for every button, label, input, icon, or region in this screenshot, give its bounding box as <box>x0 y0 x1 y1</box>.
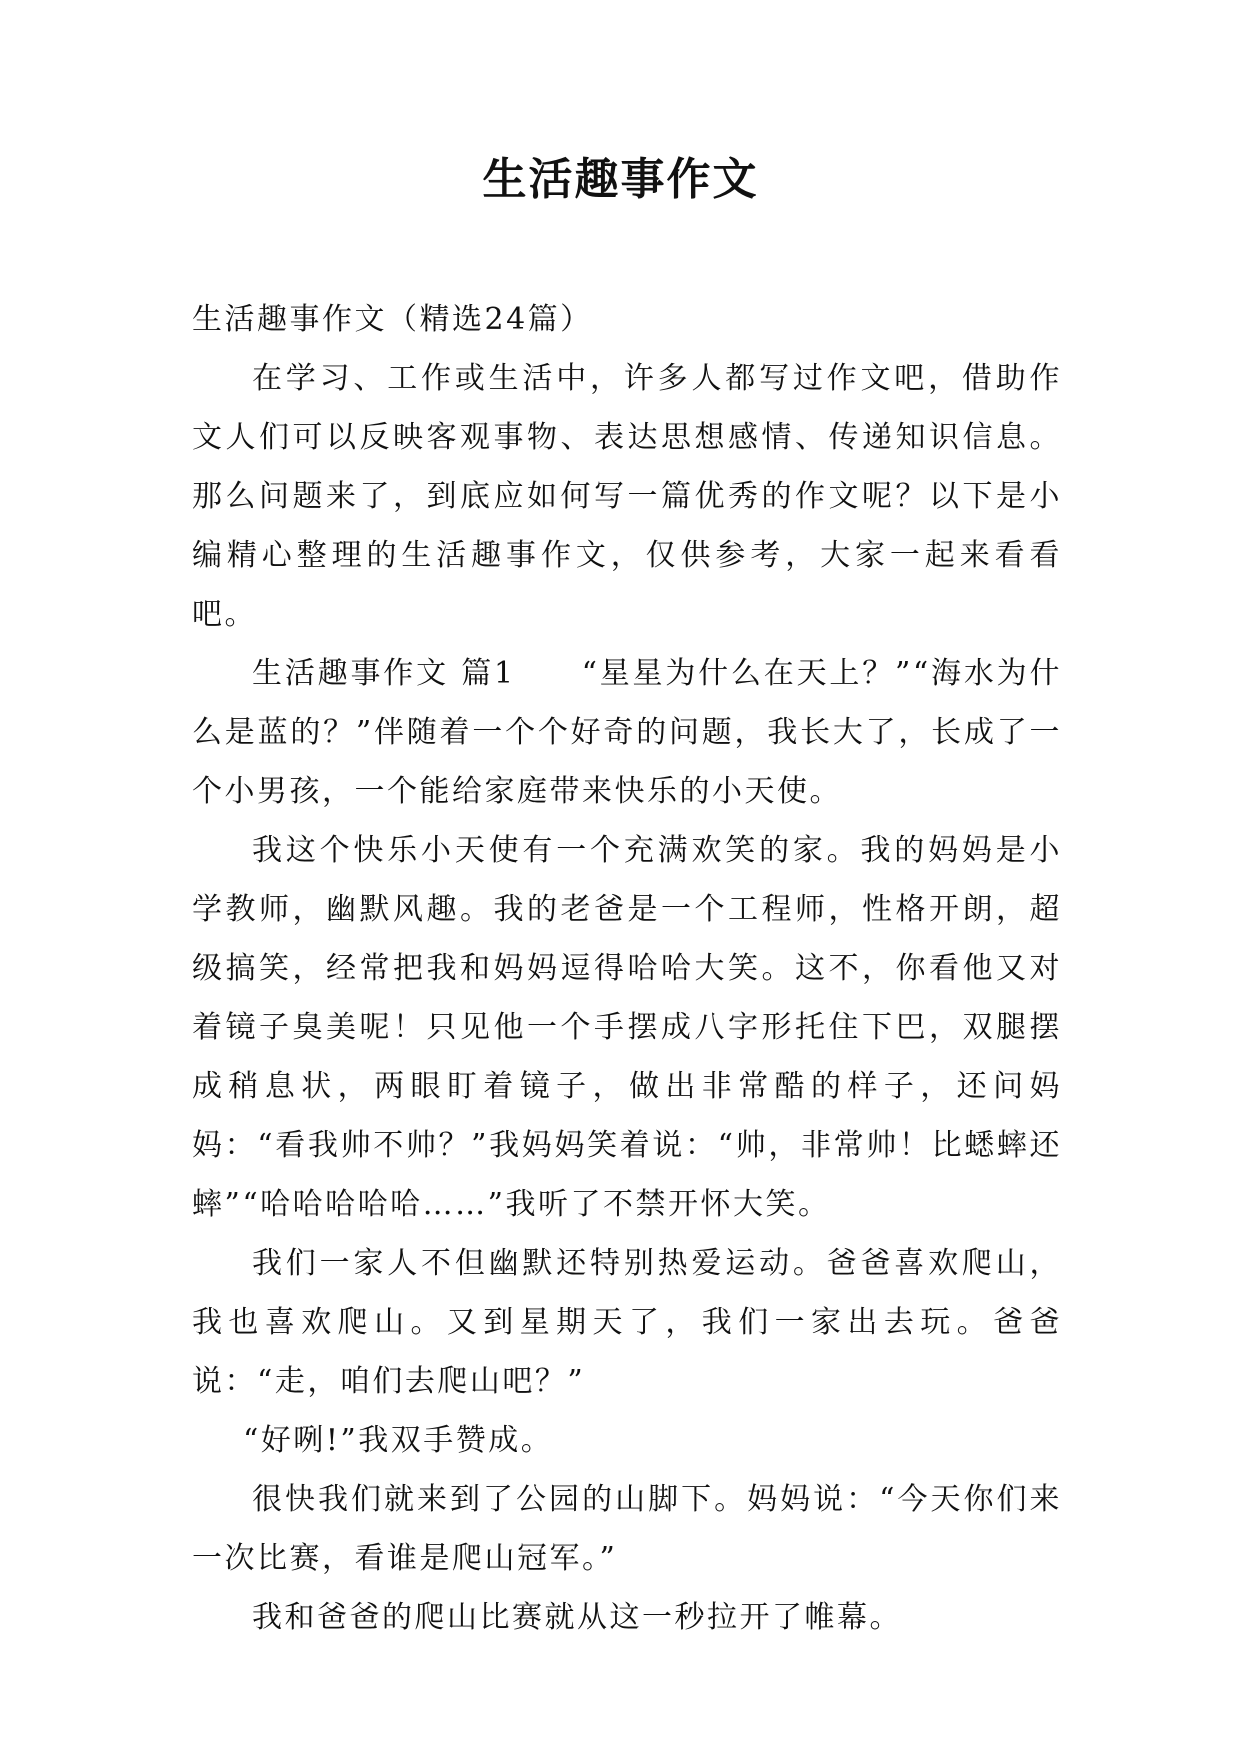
park-paragraph: 很快我们就来到了公园的山脚下。妈妈说：“今天你们来一次比赛，看谁是爬山冠军。” <box>192 1482 1062 1576</box>
intro-paragraph: 在学习、工作或生活中，许多人都写过作文吧，借助作文人们可以反映客观事物、表达思想感情、传递知识信息。那么问题来了，到底应如何写一篇优秀的作文呢？以下是小编精心整理的生活趣事作文，仅供参考，大家一起来看看吧。 <box>192 361 1062 632</box>
document-title: 生活趣事作文 <box>482 154 759 205</box>
sports-paragraph: 我们一家人不但幽默还特别热爱运动。爸爸喜欢爬山，我也喜欢爬山。又到星期天了，我们一家出去玩。爸爸说：“走，咱们去爬山吧？” <box>192 1246 1062 1399</box>
reply-paragraph: “好咧!”我双手赞成。 <box>243 1423 554 1458</box>
race-start-paragraph: 我和爸爸的爬山比赛就从这一秒拉开了帷幕。 <box>252 1600 902 1635</box>
document-body <box>192 290 1062 1647</box>
document-subtitle: 生活趣事作文（精选24篇） <box>192 302 593 337</box>
essay-1-opening-paragraph: 生活趣事作文 篇1 “星星为什么在天上？”“海水为什么是蓝的？”伴随着一个个好奇的问题，我长大了，长成了一个小男孩，一个能给家庭带来快乐的小天使。 <box>192 656 1062 809</box>
family-paragraph: 我这个快乐小天使有一个充满欢笑的家。我的妈妈是小学教师，幽默风趣。我的老爸是一个工程师，性格开朗，超级搞笑，经常把我和妈妈逗得哈哈大笑。这不，你看他又对着镜子臭美呢！只见他一个手摆成八字形托住下巴，双腿摆成稍息状，两眼盯着镜子，做出非常酷的样子，还问妈妈：“看我帅不帅？”我妈妈笑着说：“帅，非常帅！比蟋蟀还蟀”“哈哈哈哈哈……”我听了不禁开怀大笑。 <box>192 833 1062 1222</box>
